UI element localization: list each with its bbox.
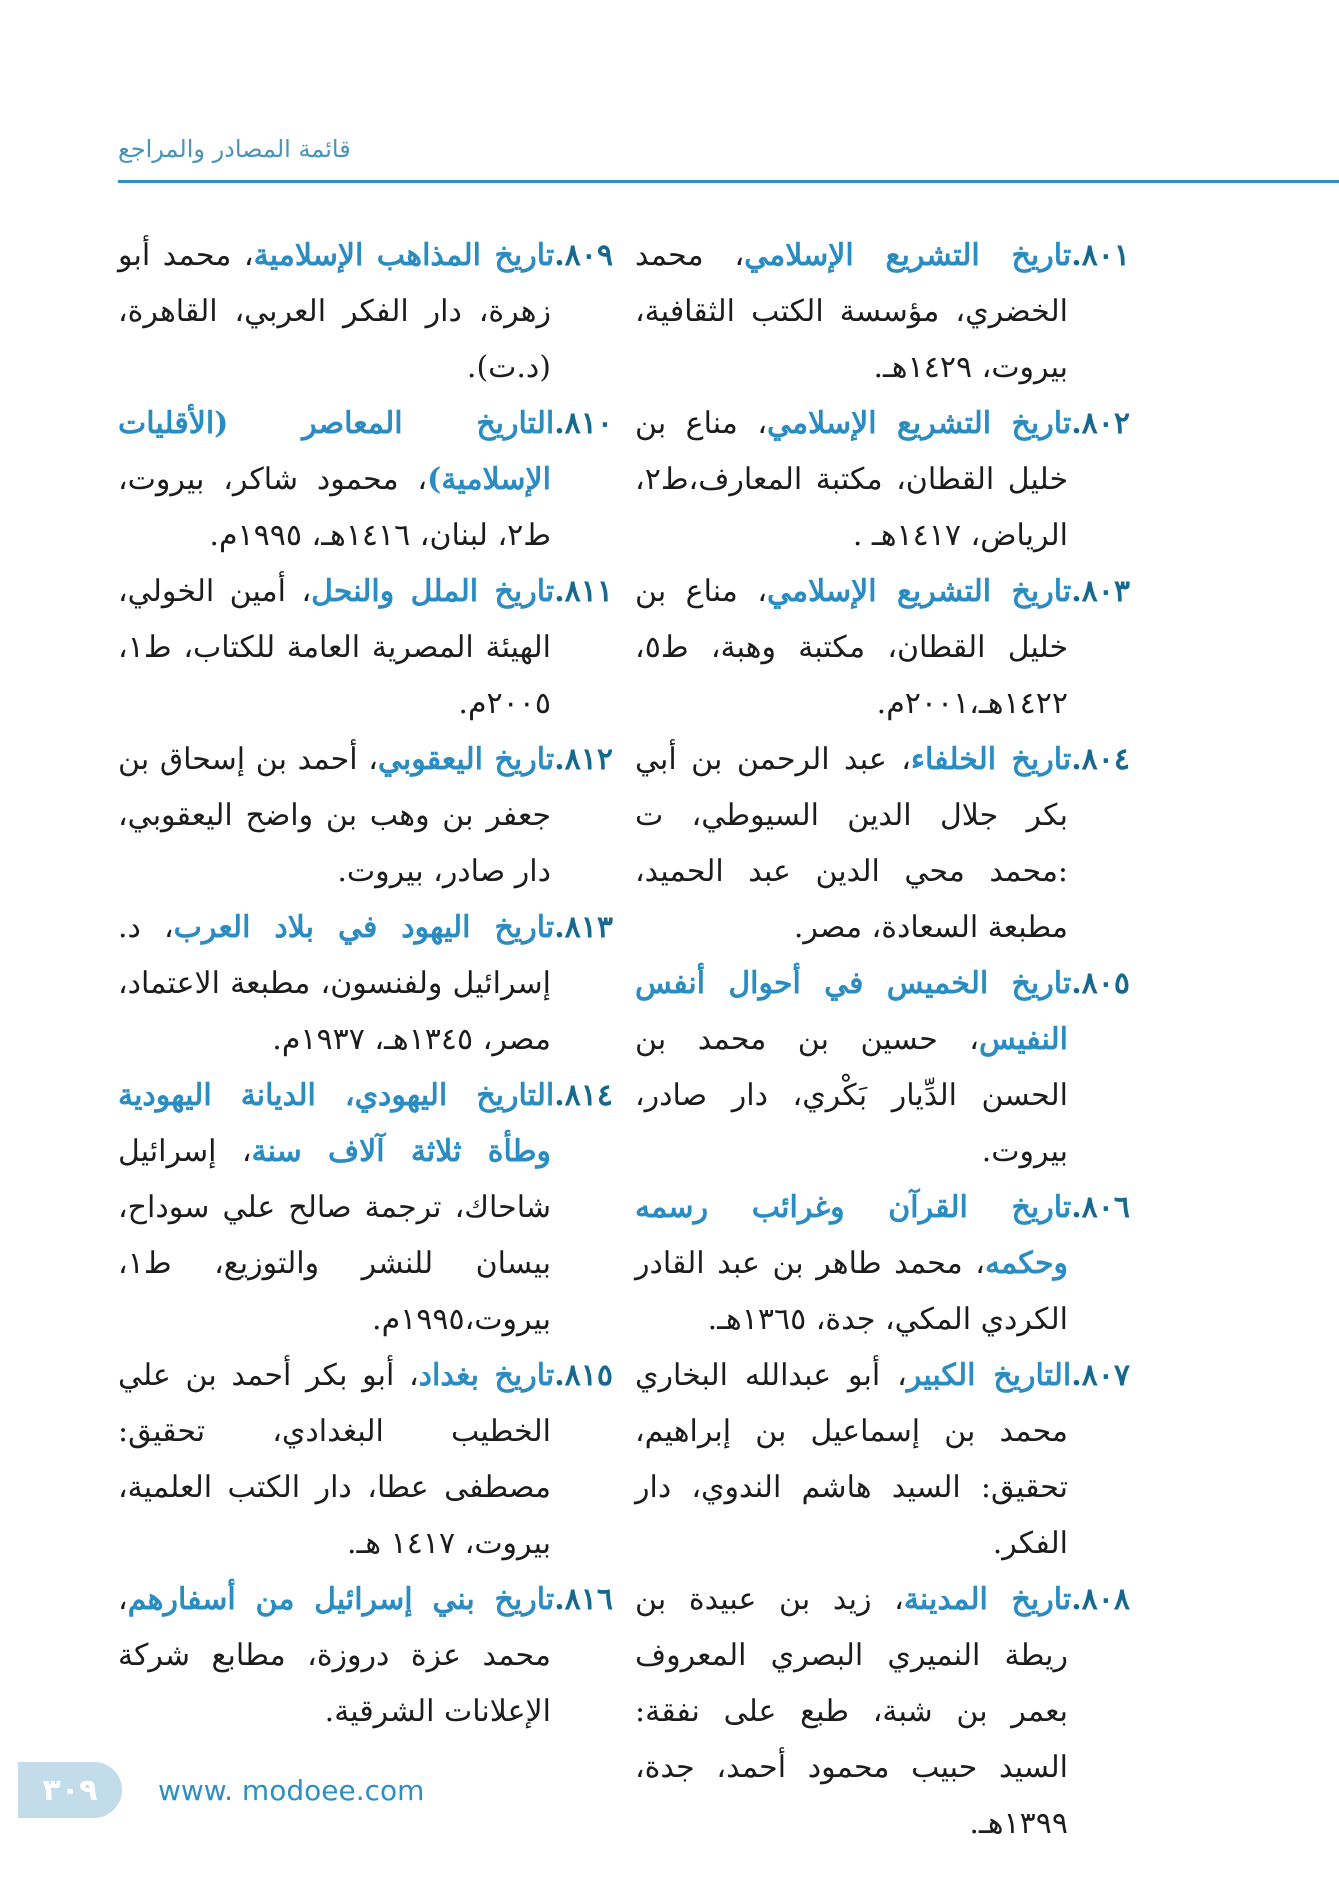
entry-number: ٨٠١.: [1071, 238, 1131, 273]
references-column-right: [635, 228, 1130, 1852]
reference-entry: [118, 1572, 613, 1740]
reference-entry: [118, 228, 613, 396]
entry-title: تاريخ التشريع الإسلامي: [767, 574, 1072, 609]
entry-details: ، أحمد بن إسحاق بن جعفر بن وهب بن واضح اليعقوبي، دار صادر، بيروت.: [118, 742, 551, 889]
entry-number: ٨١١.: [554, 574, 614, 609]
entry-number: ٨١٣.: [554, 910, 613, 945]
entry-number: ٨٠٦.: [1071, 1190, 1130, 1225]
entry-title: تاريخ اليعقوبي: [377, 742, 555, 777]
entry-details: ، زيد بن عبيدة بن ريطة النميري البصري المعروف بعمر بن شبة، طبع على نفقة: السيد حبيب محمود أحمد، جدة، ١٣٩٩هـ.: [635, 1582, 1068, 1841]
entry-title: تاريخ المدينة: [903, 1582, 1072, 1617]
entry-number: ٨٠٥.: [1071, 966, 1130, 1001]
website-url: www. modoee.com: [158, 1774, 425, 1807]
entry-title: تاريخ التشريع الإسلامي: [767, 406, 1072, 441]
entry-number: ٨١٢.: [554, 742, 613, 777]
references-column-left: [118, 228, 613, 1740]
entry-details: ، محمد أبو زهرة، دار الفكر العربي، القاهرة، (د.ت).: [118, 238, 551, 385]
reference-entry: [635, 956, 1130, 1180]
entry-details: ، محمد عزة دروزة، مطابع شركة الإعلانات الشرقية.: [118, 1582, 551, 1729]
entry-title: تاريخ بغداد: [418, 1358, 555, 1393]
entry-details: ، د. إسرائيل ولفنسون، مطبعة الاعتماد، مصر، ١٣٤٥هـ، ١٩٣٧م.: [118, 910, 551, 1057]
reference-entry: [635, 732, 1130, 956]
entry-title: تاريخ الخميس في أحوال أنفس النفيس: [635, 966, 1072, 1057]
reference-entry: [635, 1180, 1130, 1348]
entry-details: ، محمود شاكر، بيروت، ط٢، لبنان، ١٤١٦هـ، ١٩٩٥م.: [118, 462, 551, 553]
page-number-badge: ٣٠٩: [18, 1762, 122, 1818]
entry-details: ، حسين بن محمد بن الحسن الدِّيار بَكْري، دار صادر، بيروت.: [635, 1022, 1068, 1169]
reference-entry: [118, 396, 613, 564]
entry-title: التاريخ الكبير: [906, 1358, 1072, 1393]
header-divider: [118, 180, 1339, 183]
running-header: قائمة المصادر والمراجع: [118, 135, 351, 163]
reference-entry: [635, 396, 1130, 564]
entry-title: تاريخ الملل والنحل: [311, 574, 555, 609]
reference-entry: [118, 564, 613, 732]
entry-number: ٨١٤.: [554, 1078, 613, 1113]
entry-title: تاريخ المذاهب الإسلامية: [253, 238, 555, 273]
reference-entry: [118, 1068, 613, 1348]
entry-title: تاريخ بني إسرائيل من أسفارهم: [127, 1582, 555, 1617]
entry-number: ٨١٥.: [554, 1358, 613, 1393]
entry-title: تاريخ التشريع الإسلامي: [744, 238, 1072, 273]
entry-title: التاريخ اليهودي، الديانة اليهودية وطأة ثلاثة آلاف سنة: [118, 1078, 555, 1169]
entry-number: ٨٠٨.: [1071, 1582, 1130, 1617]
entry-title: تاريخ الخلفاء: [910, 742, 1072, 777]
reference-entry: [118, 732, 613, 900]
entry-details: ، إسرائيل شاحاك، ترجمة صالح علي سوداح، بيسان للنشر والتوزيع، ط١، بيروت،١٩٩٥م.: [118, 1134, 551, 1337]
entry-number: ٨١٠.: [554, 406, 613, 441]
entry-details: ، عبد الرحمن بن أبي بكر جلال الدين السيوطي، ت :محمد محي الدين عبد الحميد، مطبعة السعادة، مصر.: [635, 742, 1068, 945]
entry-title: تاريخ اليهود في بلاد العرب: [173, 910, 555, 945]
entry-details: ، محمد طاهر بن عبد القادر الكردي المكي، جدة، ١٣٦٥هـ.: [635, 1246, 1068, 1337]
reference-entry: [635, 1348, 1130, 1572]
entry-details: ، مناع بن خليل القطان، مكتبة المعارف،ط٢، الرياض، ١٤١٧هـ .: [635, 406, 1068, 553]
entry-details: ، أمين الخولي، الهيئة المصرية العامة للكتاب، ط١، ٢٠٠٥م.: [118, 574, 551, 721]
entry-details: ، محمد الخضري، مؤسسة الكتب الثقافية، بيروت، ١٤٢٩هـ.: [635, 238, 1068, 385]
entry-number: ٨٠٤.: [1071, 742, 1130, 777]
entry-details: ، مناع بن خليل القطان، مكتبة وهبة، ط٥، ١٤٢٢هـ،٢٠٠١م.: [635, 574, 1068, 721]
entry-title: التاريخ المعاصر (الأقليات الإسلامية): [118, 406, 555, 497]
entry-number: ٨٠٣.: [1071, 574, 1131, 609]
entry-number: ٨١٦.: [554, 1582, 613, 1617]
entry-details: ، أبو عبدالله البخاري محمد بن إسماعيل بن إبراهيم، تحقيق: السيد هاشم الندوي، دار الفكر.: [635, 1358, 1068, 1561]
entry-number: ٨٠٧.: [1071, 1358, 1130, 1393]
reference-entry: [635, 1572, 1130, 1852]
reference-entry: [635, 564, 1130, 732]
entry-title: تاريخ القرآن وغرائب رسمه وحكمه: [635, 1190, 1072, 1281]
entry-number: ٨٠٩.: [554, 238, 613, 273]
reference-entry: [118, 900, 613, 1068]
reference-entry: [118, 1348, 613, 1572]
entry-details: ، أبو بكر أحمد بن علي الخطيب البغدادي، تحقيق: مصطفى عطا، دار الكتب العلمية، بيروت، ١٤١٧ هـ.: [118, 1358, 551, 1561]
entry-number: ٨٠٢.: [1071, 406, 1131, 441]
reference-entry: [635, 228, 1130, 396]
